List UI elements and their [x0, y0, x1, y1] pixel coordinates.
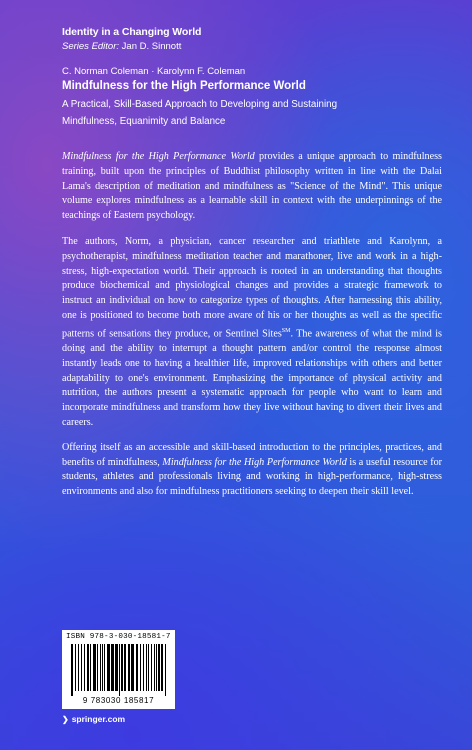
barcode-digits: 9 783030 185817: [82, 696, 155, 705]
book-authors: C. Norman Coleman · Karolynn F. Coleman: [62, 66, 246, 77]
series-editor-label: Series Editor:: [62, 41, 120, 52]
blurb-p1-text: provides a unique approach to mindfulness training, built upon the principles of Buddhist philosophy written in line with the Dalai Lama's description of meditation and mindfulness as "Science of the Mind". This unique volume explores mindfulness as a learnable skill in context with the underpinnings of the teachings of Eastern psychology.: [62, 151, 442, 222]
book-subtitle: A Practical, Skill-Based Approach to Developing and Sustaining Mindfulness, Equanimity and Balance: [62, 99, 338, 127]
barcode-graphic: [71, 644, 168, 696]
series-editor-name: Jan D. Sinnott: [121, 41, 182, 52]
blurb-title-ref: Mindfulness for the High Performance World: [162, 456, 347, 468]
publisher-url: springer.com: [71, 714, 126, 724]
cover-header: [62, 25, 442, 130]
book-title: Mindfulness for the High Performance World: [62, 80, 306, 92]
series-title: Identity in a Changing World: [62, 26, 202, 38]
service-mark: SM: [281, 327, 291, 334]
blurb-p3-text-a: Offering itself as an accessible and skill-based introduction to the principles, practices, and benefits of mindfulness,: [62, 441, 442, 468]
blurb-p3-text-b: is a useful resource for students, athletes and professionals living and working in high-performance, high-stress environments and also for mindfulness practitioners seeking to deepen their skill level.: [62, 456, 443, 498]
blurb-title-ref: Mindfulness for the High Performance World: [62, 151, 255, 162]
blurb-paragraph-1: [62, 150, 442, 224]
barcode-bars: [71, 644, 168, 696]
blurb-paragraph-3: [62, 441, 442, 500]
series-editor: [62, 40, 442, 54]
blurb-p2-text-b: . The awareness of what the mind is doing and the ability to interrupt a thought pattern and/or control the response almost instantly leads one to having a healthier life, improved relationships with others and better adaptability to one's environment. Emphasizing the importance of physical activity and nutrition, the authors present a systematic approach for people who want to learn and incorporate mindfulness and transform how they live without having to divert their lives and careers.: [62, 328, 442, 428]
blurb-paragraph-2: [62, 235, 442, 431]
chevron-right-icon: ❯: [62, 714, 69, 724]
blurb: [62, 150, 442, 510]
isbn-text: ISBN 978-3-030-18581-7: [66, 633, 171, 641]
isbn-barcode: [62, 630, 175, 709]
blurb-p2-text-a: The authors, Norm, a physician, cancer researcher and triathlete and Karolynn, a psychotherapist, mindfulness meditation teacher and marathoner, live and work in a high-stress, high-expectation world. Their approach is rooted in an understanding that thoughts produce biochemical and physiological changes and provides a strategic framework to instruct an individual on how to categorize types of thoughts. After harnessing this ability, one is positioned to become both more aware of his or her thoughts as well as the specific patterns of sensations they produce, or Sentinel Sites: [62, 235, 442, 340]
publisher-link[interactable]: [62, 714, 125, 724]
